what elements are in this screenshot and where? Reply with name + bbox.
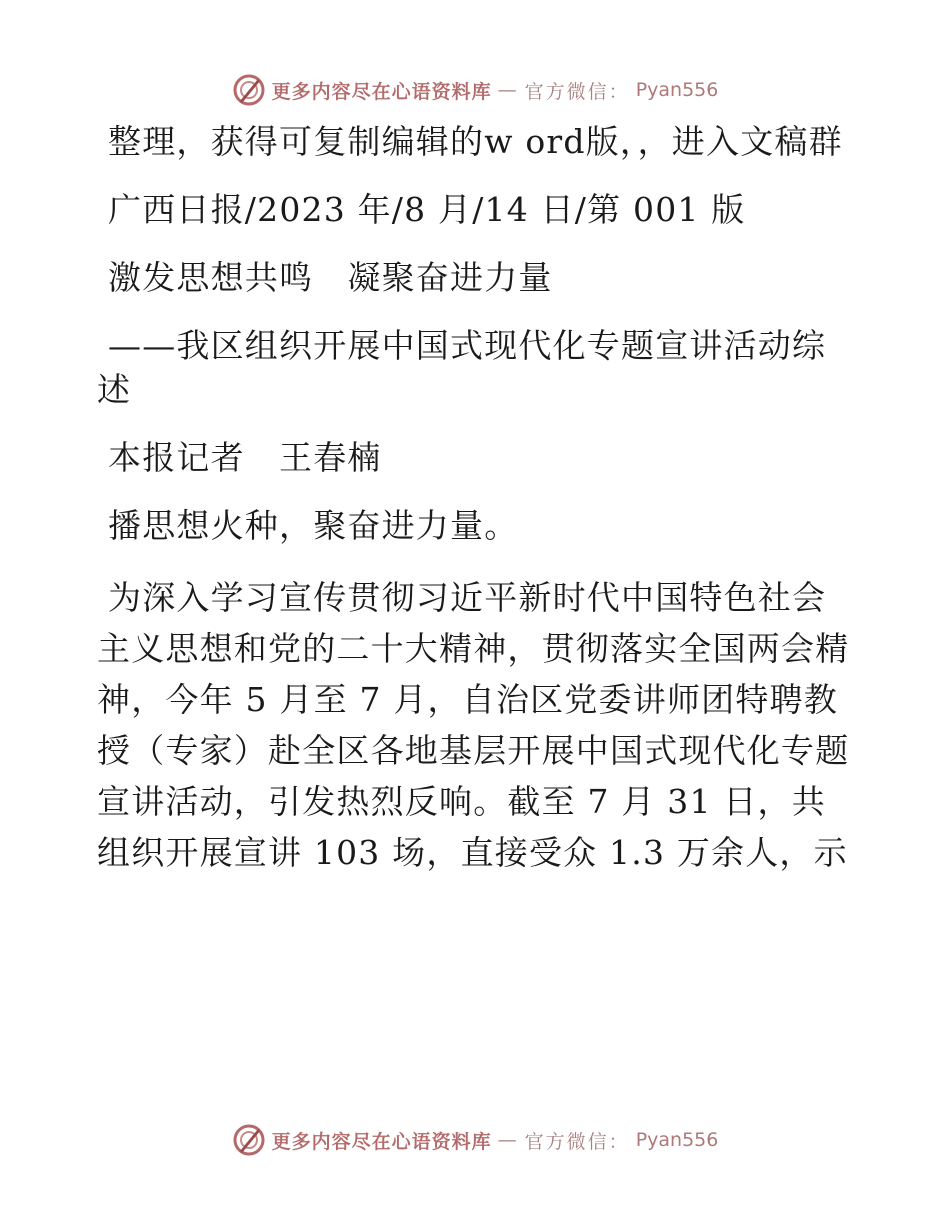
watermark-id: Pyan556: [635, 1129, 719, 1151]
watermark-main: 更多内容尽在心语资料库: [271, 80, 492, 103]
header-watermark: [0, 70, 950, 110]
watermark-dash: —: [497, 79, 519, 101]
footer-watermark: [0, 1120, 950, 1160]
watermark-dash: —: [497, 1129, 519, 1151]
intro-text: 整理，获得可复制编辑的w ord版，，进入文稿群: [108, 122, 843, 161]
article-content: [97, 120, 857, 878]
article-title: 激发思想共鸣 凝聚奋进力量: [108, 258, 553, 297]
pen-logo-icon: [232, 1123, 266, 1157]
watermark-sub: 官方微信：: [524, 80, 630, 103]
watermark-id: Pyan556: [635, 79, 719, 101]
body-paragraph: 为深入学习宣传贯彻习近平新时代中国特色社会主义思想和党的二十大精神，贯彻落实全国两会精神，今年 5 月至 7 月，自治区党委讲师团特聘教授（专家）赴全区各地基层开展中国式现代化专题宣讲活动，引发热烈反响。截至 7 月 31 日，共组织开展宣讲 103 场，直接受众 1.3 万余人，示: [97, 578, 850, 872]
byline: 本报记者 王春楠: [108, 438, 382, 477]
lead-paragraph: 播思想火种，聚奋进力量。: [108, 506, 519, 545]
pen-logo-icon: [232, 73, 266, 107]
watermark-sub: 官方微信：: [524, 1130, 630, 1153]
source-line: 广西日报/2023 年/8 月/14 日/第 001 版: [108, 190, 746, 229]
article-subtitle: ——我区组织开展中国式现代化专题宣讲活动综述: [97, 326, 827, 409]
watermark-main: 更多内容尽在心语资料库: [271, 1130, 492, 1153]
